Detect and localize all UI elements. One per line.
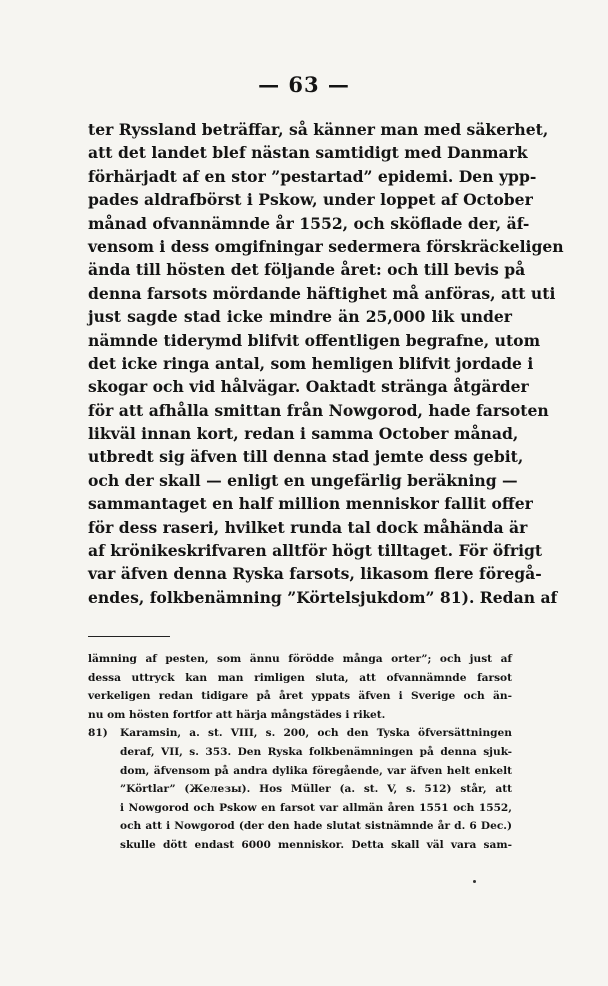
text-line: af krönikeskrifvaren alltför högt tilltaget. För öfrigt [88, 541, 543, 561]
text-line: var äfven denna Ryska farsots, likasom flere föregå- [88, 564, 542, 584]
footnote-continuation-line: verkeligen redan tidigare på året yppats äfven i Sverige och än- [88, 690, 512, 703]
text-line: skogar och vid hålvägar. Oaktadt stränga åtgärder [88, 377, 529, 397]
text-line: nämnde tiderymd blifvit offentligen begrafne, utom [88, 330, 541, 350]
text-line: utbredt sig äfven till denna stad jemte dess gebit, [88, 447, 524, 467]
text-line: pades aldrafbörst i Pskow, under loppet af October [88, 190, 533, 210]
footnote-continuation-line: nu om hösten fortfor att härja mångstädes i riket. [88, 708, 386, 721]
footnote-divider [88, 636, 170, 637]
footnote-continuation-line: dessa uttryck kan man rimligen sluta, att ofvannämnde farsot [88, 671, 512, 684]
footnote-81-line: dom, äfvensom på andra dylika föregående, var äfven helt enkelt [120, 764, 512, 777]
footnote-81-line: deraf, VII, s. 353. Den Ryska folkbenämningen på denna sjuk- [120, 745, 512, 758]
text-line: ända till hösten det följande året: och till bevis på [88, 260, 526, 280]
footnote-81-line: Karamsin, a. st. VIII, s. 200, och den Tyska öfversättningen [120, 727, 512, 740]
text-line: denna farsots mördande häftighet må anföras, att uti [88, 283, 556, 303]
text-line: ter Ryssland beträffar, så känner man med säkerhet, [88, 120, 549, 139]
footnote-81-line: skulle dött endast 6000 menniskor. Detta skall väl vara sam- [120, 838, 512, 851]
footnotes [88, 650, 512, 855]
footnote-81-label: 81) [88, 727, 108, 740]
ink-speck [473, 880, 476, 883]
text-line: för att afhålla smittan från Nowgorod, hade farsoten [88, 400, 549, 420]
text-line: och der skall — enligt en ungefärlig beräkning — [88, 470, 518, 490]
footnote-81-line: i Nowgorod och Pskow en farsot var allmän åren 1551 och 1552, [120, 801, 512, 814]
text-line: vensom i dess omgifningar sedermera förskräckeligen [88, 236, 564, 256]
footnote-81-line: och att i Nowgorod (der den hade slutat sistnämnde år d. 6 Dec.) [120, 820, 512, 833]
text-line: det icke ringa antal, som hemligen blifvit jordade i [88, 353, 534, 373]
text-line: för dess raseri, hvilket runda tal dock måhända är [88, 517, 528, 537]
text-line: sammantaget en half million menniskor fallit offer [88, 494, 533, 514]
text-line: likväl innan kort, redan i samma October månad, [88, 424, 519, 444]
footnote-continuation-line: lämning af pesten, som ännu förödde många orter”; och just af [88, 653, 512, 665]
text-line: att det landet blef nästan samtidigt med Danmark [88, 143, 528, 163]
text-line: endes, folkbenämning ”Körtelsjukdom” 81). Redan af [88, 587, 558, 607]
footnote-81-line: ”Körtlar” (Железы). Hos Müller (a. st. V, s. 512) står, att [120, 783, 512, 796]
footnote-81 [88, 724, 512, 743]
page-number: — 63 — [258, 72, 350, 97]
text-line: just sagde stad icke mindre än 25,000 lik under [88, 307, 512, 327]
text-line: förhärjadt af en stor ”pestartad” epidemi. Den ypp- [88, 166, 537, 186]
main-text [88, 118, 564, 609]
text-line: månad ofvannämnde år 1552, och sköflade der, äf- [88, 213, 530, 233]
